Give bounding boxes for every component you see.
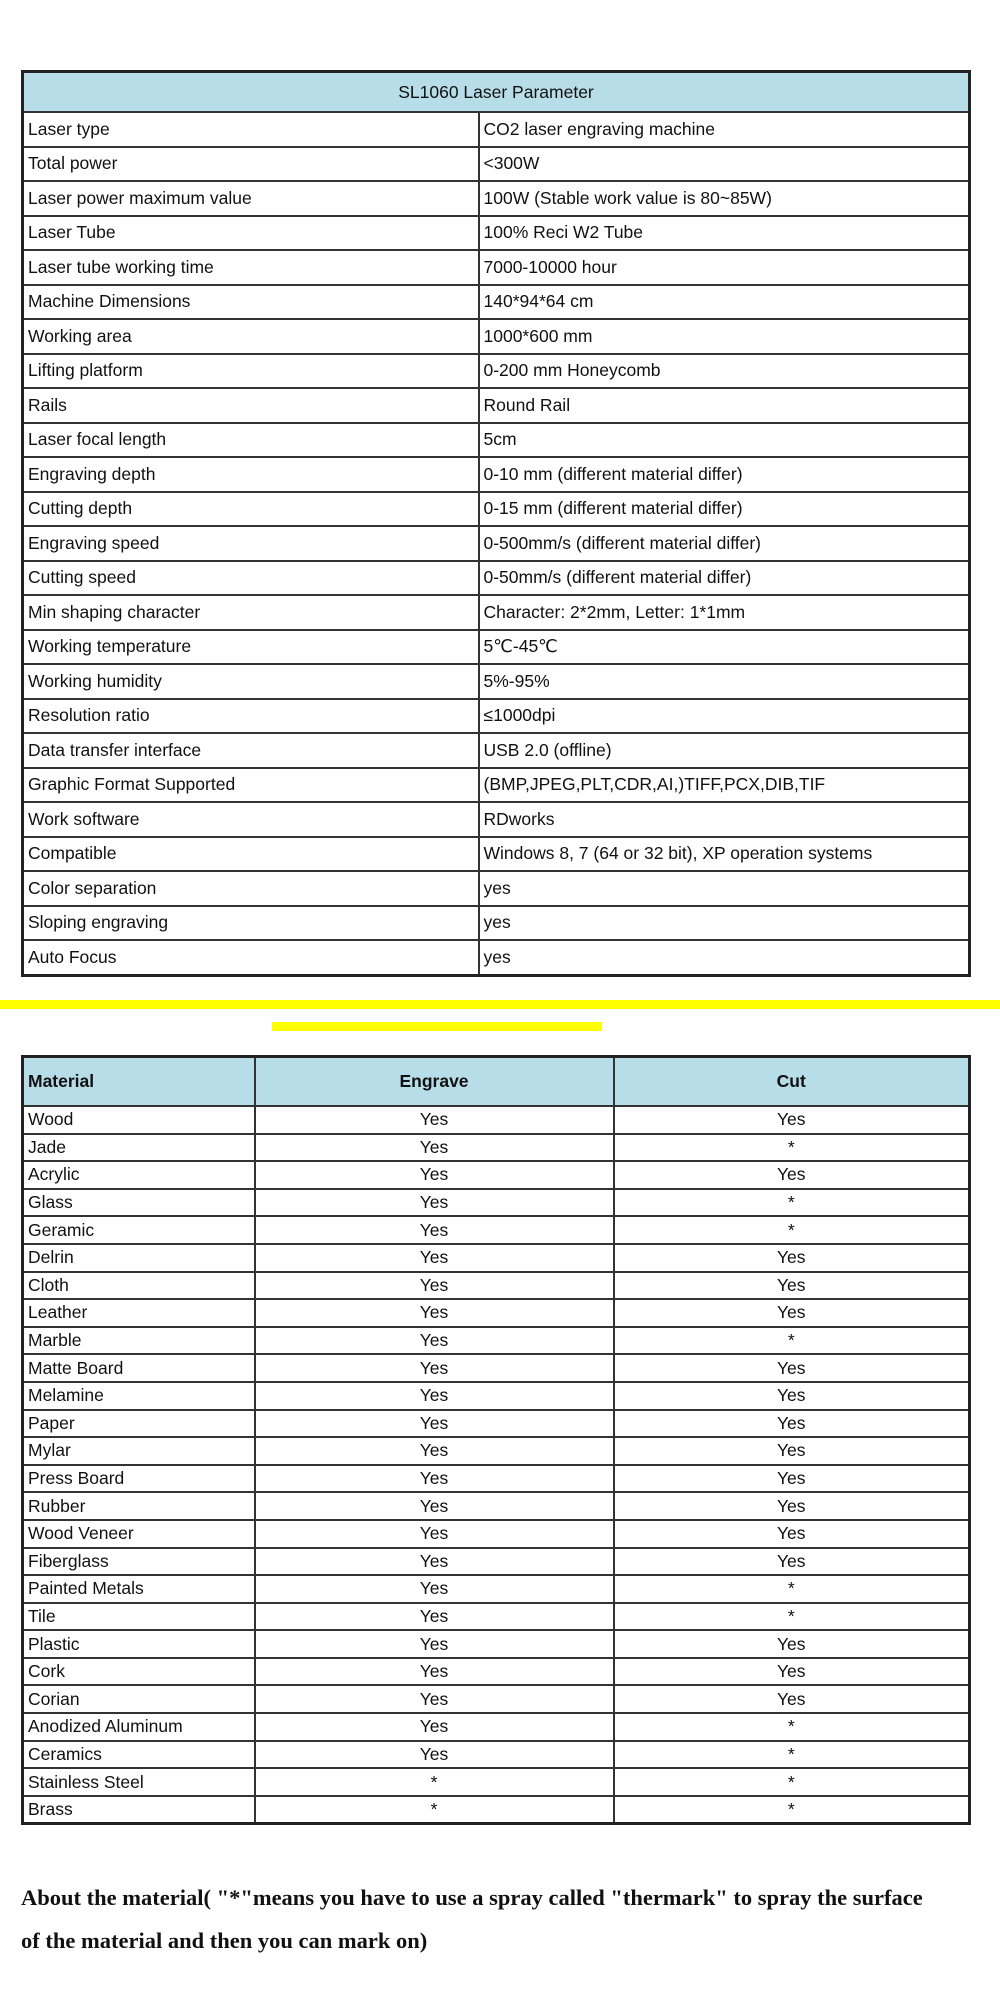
- parameter-table-header: [23, 72, 970, 113]
- material-name: Stainless Steel: [23, 1768, 255, 1796]
- material-name: Glass: [23, 1189, 255, 1217]
- cut-value: *: [614, 1741, 970, 1769]
- parameter-row: [23, 802, 970, 837]
- header-engrave: Engrave: [255, 1057, 614, 1107]
- material-name: Acrylic: [23, 1161, 255, 1189]
- cut-value: *: [614, 1713, 970, 1741]
- parameter-value: RDworks: [479, 802, 970, 837]
- engrave-value: Yes: [255, 1630, 614, 1658]
- engrave-value: Yes: [255, 1134, 614, 1162]
- material-row: [23, 1520, 970, 1548]
- material-row: [23, 1465, 970, 1493]
- cut-value: *: [614, 1134, 970, 1162]
- material-name: Brass: [23, 1796, 255, 1824]
- cut-value: *: [614, 1796, 970, 1824]
- parameter-row: [23, 526, 970, 561]
- engrave-value: Yes: [255, 1465, 614, 1493]
- engrave-value: Yes: [255, 1161, 614, 1189]
- material-name: Wood: [23, 1106, 255, 1134]
- parameter-value: yes: [479, 871, 970, 906]
- material-name: Painted Metals: [23, 1575, 255, 1603]
- engrave-value: Yes: [255, 1492, 614, 1520]
- parameter-row: [23, 733, 970, 768]
- cut-value: Yes: [614, 1106, 970, 1134]
- parameter-label: Resolution ratio: [23, 699, 479, 734]
- parameter-value: CO2 laser engraving machine: [479, 112, 970, 147]
- parameter-value: 100W (Stable work value is 80~85W): [479, 181, 970, 216]
- parameter-value: USB 2.0 (offline): [479, 733, 970, 768]
- parameter-label: Work software: [23, 802, 479, 837]
- engrave-value: Yes: [255, 1299, 614, 1327]
- laser-parameter-table: [21, 70, 971, 977]
- material-name: Jade: [23, 1134, 255, 1162]
- parameter-row: [23, 457, 970, 492]
- parameter-value: 0-200 mm Honeycomb: [479, 354, 970, 389]
- engrave-value: *: [255, 1796, 614, 1824]
- material-row: [23, 1630, 970, 1658]
- parameter-value: 0-500mm/s (different material differ): [479, 526, 970, 561]
- parameter-row: [23, 319, 970, 354]
- material-row: [23, 1437, 970, 1465]
- parameter-label: Sloping engraving: [23, 906, 479, 941]
- engrave-value: Yes: [255, 1575, 614, 1603]
- cut-value: *: [614, 1327, 970, 1355]
- material-name: Rubber: [23, 1492, 255, 1520]
- material-row: [23, 1768, 970, 1796]
- cut-value: Yes: [614, 1410, 970, 1438]
- cut-value: *: [614, 1216, 970, 1244]
- engrave-value: Yes: [255, 1741, 614, 1769]
- material-table-header: [23, 1057, 970, 1107]
- material-row: [23, 1548, 970, 1576]
- parameter-value: 0-50mm/s (different material differ): [479, 561, 970, 596]
- parameter-label: Working humidity: [23, 664, 479, 699]
- parameter-label: Working area: [23, 319, 479, 354]
- parameter-label: Lifting platform: [23, 354, 479, 389]
- engrave-value: Yes: [255, 1520, 614, 1548]
- parameter-row: [23, 285, 970, 320]
- parameter-label: Laser focal length: [23, 423, 479, 458]
- material-name: Paper: [23, 1410, 255, 1438]
- material-name: Mylar: [23, 1437, 255, 1465]
- parameter-label: Min shaping character: [23, 595, 479, 630]
- parameter-value: yes: [479, 940, 970, 975]
- parameter-label: Cutting depth: [23, 492, 479, 527]
- engrave-value: Yes: [255, 1272, 614, 1300]
- material-row: [23, 1189, 970, 1217]
- parameter-value: 5℃-45℃: [479, 630, 970, 665]
- parameter-label: Working temperature: [23, 630, 479, 665]
- parameter-row: [23, 112, 970, 147]
- parameter-value: <300W: [479, 147, 970, 182]
- material-name: Plastic: [23, 1630, 255, 1658]
- material-row: [23, 1492, 970, 1520]
- material-name: Wood Veneer: [23, 1520, 255, 1548]
- material-name: Corian: [23, 1685, 255, 1713]
- parameter-label: Auto Focus: [23, 940, 479, 975]
- material-name: Geramic: [23, 1216, 255, 1244]
- material-name: Ceramics: [23, 1741, 255, 1769]
- material-row: [23, 1106, 970, 1134]
- parameter-label: Total power: [23, 147, 479, 182]
- parameter-table-title: SL1060 Laser Parameter: [23, 72, 970, 113]
- parameter-value: ≤1000dpi: [479, 699, 970, 734]
- material-row: [23, 1161, 970, 1189]
- material-row: [23, 1327, 970, 1355]
- parameter-row: [23, 147, 970, 182]
- parameter-value: Round Rail: [479, 388, 970, 423]
- parameter-row: [23, 216, 970, 251]
- parameter-row: [23, 630, 970, 665]
- yellow-divider-bar: [272, 1022, 602, 1031]
- parameter-row: [23, 492, 970, 527]
- parameter-label: Laser Tube: [23, 216, 479, 251]
- material-name: Leather: [23, 1299, 255, 1327]
- engrave-value: Yes: [255, 1382, 614, 1410]
- parameter-row: [23, 561, 970, 596]
- engrave-value: Yes: [255, 1658, 614, 1686]
- parameter-row: [23, 595, 970, 630]
- cut-value: Yes: [614, 1299, 970, 1327]
- header-material: Material: [23, 1057, 255, 1107]
- material-name: Cloth: [23, 1272, 255, 1300]
- parameter-row: [23, 871, 970, 906]
- parameter-row: [23, 181, 970, 216]
- engrave-value: Yes: [255, 1327, 614, 1355]
- material-compatibility-table: [21, 1055, 971, 1825]
- material-row: [23, 1603, 970, 1631]
- engrave-value: Yes: [255, 1410, 614, 1438]
- material-row: [23, 1244, 970, 1272]
- material-row: [23, 1658, 970, 1686]
- parameter-label: Engraving depth: [23, 457, 479, 492]
- material-row: [23, 1134, 970, 1162]
- header-cut: Cut: [614, 1057, 970, 1107]
- engrave-value: Yes: [255, 1437, 614, 1465]
- parameter-value: yes: [479, 906, 970, 941]
- material-name: Anodized Aluminum: [23, 1713, 255, 1741]
- parameter-label: Laser power maximum value: [23, 181, 479, 216]
- material-note-line-1: About the material( "*"means you have to use a spray called "thermark" to spray the surface: [21, 1885, 923, 1910]
- parameter-value: 0-15 mm (different material differ): [479, 492, 970, 527]
- material-note-line-2: of the material and then you can mark on): [21, 1928, 428, 1953]
- material-row: [23, 1575, 970, 1603]
- cut-value: Yes: [614, 1685, 970, 1713]
- parameter-row: [23, 768, 970, 803]
- parameter-label: Color separation: [23, 871, 479, 906]
- engrave-value: Yes: [255, 1685, 614, 1713]
- parameter-row: [23, 388, 970, 423]
- parameter-label: Compatible: [23, 837, 479, 872]
- parameter-label: Graphic Format Supported: [23, 768, 479, 803]
- parameter-row: [23, 664, 970, 699]
- parameter-row: [23, 940, 970, 975]
- engrave-value: *: [255, 1768, 614, 1796]
- parameter-label: Rails: [23, 388, 479, 423]
- cut-value: Yes: [614, 1437, 970, 1465]
- engrave-value: Yes: [255, 1244, 614, 1272]
- material-name: Cork: [23, 1658, 255, 1686]
- parameter-value: 100% Reci W2 Tube: [479, 216, 970, 251]
- cut-value: Yes: [614, 1244, 970, 1272]
- engrave-value: Yes: [255, 1548, 614, 1576]
- cut-value: *: [614, 1768, 970, 1796]
- engrave-value: Yes: [255, 1216, 614, 1244]
- cut-value: Yes: [614, 1548, 970, 1576]
- material-name: Fiberglass: [23, 1548, 255, 1576]
- engrave-value: Yes: [255, 1354, 614, 1382]
- material-row: [23, 1741, 970, 1769]
- engrave-value: Yes: [255, 1603, 614, 1631]
- parameter-label: Laser type: [23, 112, 479, 147]
- material-row: [23, 1410, 970, 1438]
- parameter-label: Cutting speed: [23, 561, 479, 596]
- parameter-label: Laser tube working time: [23, 250, 479, 285]
- cut-value: Yes: [614, 1382, 970, 1410]
- parameter-value: 5cm: [479, 423, 970, 458]
- material-row: [23, 1685, 970, 1713]
- engrave-value: Yes: [255, 1106, 614, 1134]
- parameter-label: Engraving speed: [23, 526, 479, 561]
- material-row: [23, 1216, 970, 1244]
- engrave-value: Yes: [255, 1713, 614, 1741]
- cut-value: *: [614, 1603, 970, 1631]
- yellow-divider-band: [0, 1000, 1000, 1009]
- material-name: Matte Board: [23, 1354, 255, 1382]
- parameter-label: Machine Dimensions: [23, 285, 479, 320]
- parameter-value: (BMP,JPEG,PLT,CDR,AI,)TIFF,PCX,DIB,TIF: [479, 768, 970, 803]
- parameter-value: 1000*600 mm: [479, 319, 970, 354]
- cut-value: Yes: [614, 1465, 970, 1493]
- material-name: Press Board: [23, 1465, 255, 1493]
- parameter-value: 7000-10000 hour: [479, 250, 970, 285]
- cut-value: Yes: [614, 1520, 970, 1548]
- parameter-row: [23, 423, 970, 458]
- cut-value: Yes: [614, 1658, 970, 1686]
- cut-value: *: [614, 1189, 970, 1217]
- cut-value: *: [614, 1575, 970, 1603]
- material-row: [23, 1713, 970, 1741]
- material-row: [23, 1354, 970, 1382]
- material-name: Melamine: [23, 1382, 255, 1410]
- parameter-row: [23, 250, 970, 285]
- material-name: Delrin: [23, 1244, 255, 1272]
- cut-value: Yes: [614, 1272, 970, 1300]
- material-row: [23, 1272, 970, 1300]
- parameter-value: Character: 2*2mm, Letter: 1*1mm: [479, 595, 970, 630]
- cut-value: Yes: [614, 1354, 970, 1382]
- material-row: [23, 1796, 970, 1824]
- engrave-value: Yes: [255, 1189, 614, 1217]
- parameter-row: [23, 699, 970, 734]
- material-name: Marble: [23, 1327, 255, 1355]
- material-row: [23, 1382, 970, 1410]
- material-row: [23, 1299, 970, 1327]
- parameter-value: 140*94*64 cm: [479, 285, 970, 320]
- parameter-row: [23, 837, 970, 872]
- parameter-row: [23, 354, 970, 389]
- material-name: Tile: [23, 1603, 255, 1631]
- parameter-label: Data transfer interface: [23, 733, 479, 768]
- material-note: [21, 1876, 981, 1962]
- cut-value: Yes: [614, 1492, 970, 1520]
- parameter-value: 5%-95%: [479, 664, 970, 699]
- parameter-value: Windows 8, 7 (64 or 32 bit), XP operation systems: [479, 837, 970, 872]
- cut-value: Yes: [614, 1630, 970, 1658]
- cut-value: Yes: [614, 1161, 970, 1189]
- parameter-value: 0-10 mm (different material differ): [479, 457, 970, 492]
- parameter-row: [23, 906, 970, 941]
